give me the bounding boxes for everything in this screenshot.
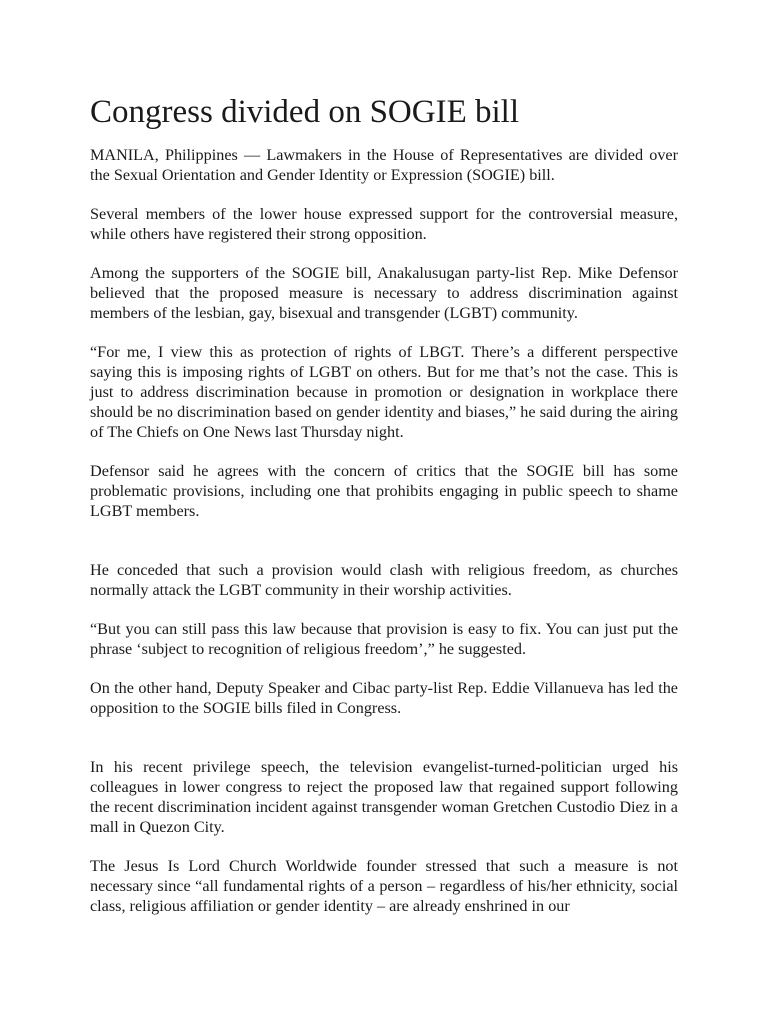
document-page bbox=[90, 92, 678, 935]
paragraph-church-founder: The Jesus Is Lord Church Worldwide founder stressed that such a measure is not necessary since “all fundamental rights of a person – regardless of his/her ethnicity, social class, religious affiliation or gender identity – are already enshrined in our bbox=[90, 857, 678, 915]
article-title: Congress divided on SOGIE bill bbox=[90, 94, 519, 130]
paragraph-fix-quote: “But you can still pass this law because that provision is easy to fix. You can just put the phrase ‘subject to recognition of religious freedom’,” he suggested. bbox=[90, 620, 678, 658]
paragraph-intro: MANILA, Philippines — Lawmakers in the House of Representatives are divided over the Sexual Orientation and Gender Identity or Expression (SOGIE) bill. bbox=[90, 146, 678, 184]
paragraph-problematic-provisions: Defensor said he agrees with the concern of critics that the SOGIE bill has some problematic provisions, including one that prohibits engaging in public speech to shame LGBT members. bbox=[90, 462, 678, 520]
paragraph-privilege-speech: In his recent privilege speech, the television evangelist-turned-politician urged his colleagues in lower congress to reject the proposed law that regained support following the recent discrimination incident against transgender woman Gretchen Custodio Diez in a mall in Quezon City. bbox=[90, 758, 678, 836]
paragraph-religious-freedom: He conceded that such a provision would clash with religious freedom, as churches normally attack the LGBT community in their worship activities. bbox=[90, 561, 678, 599]
paragraph-defensor-quote: “For me, I view this as protection of rights of LBGT. There’s a different perspective saying this is imposing rights of LGBT on others. But for me that’s not the case. This is just to address discrimination because in promotion or designation in workplace there should be no discrimination based on gender identity and biases,” he said during the airing of The Chiefs on One News last Thursday night. bbox=[90, 343, 678, 441]
paragraph-villanueva-opposition: On the other hand, Deputy Speaker and Cibac party-list Rep. Eddie Villanueva has led the opposition to the SOGIE bills filed in Congress. bbox=[90, 679, 678, 717]
paragraph-support-opposition: Several members of the lower house expressed support for the controversial measure, while others have registered their strong opposition. bbox=[90, 205, 678, 243]
paragraph-defensor-support: Among the supporters of the SOGIE bill, Anakalusugan party-list Rep. Mike Defensor believed that the proposed measure is necessary to address discrimination against members of the lesbian, gay, bisexual and transgender (LGBT) community. bbox=[90, 264, 678, 322]
